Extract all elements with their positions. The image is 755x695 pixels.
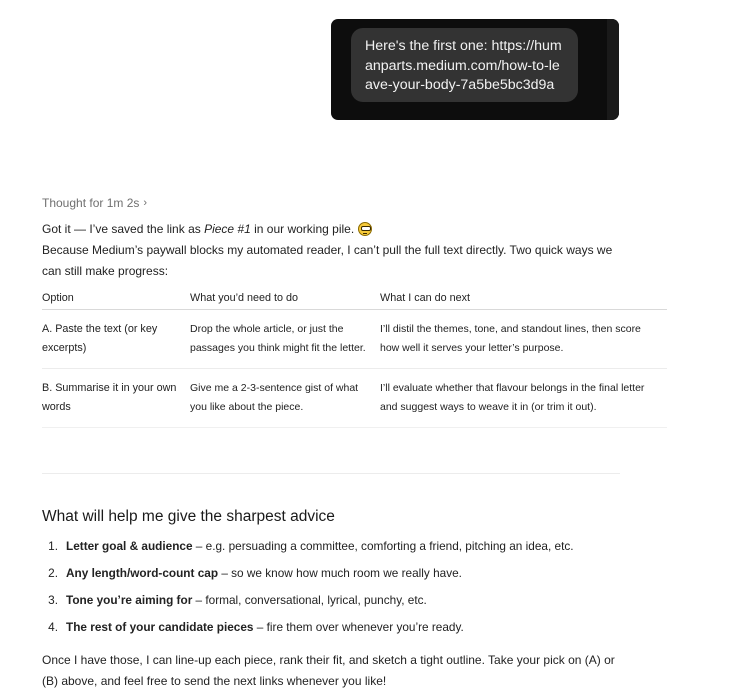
- table-row: [42, 369, 667, 428]
- table-header-option: Option: [42, 290, 190, 310]
- intro-text-end: in our working pile.: [250, 222, 355, 236]
- intro-paragraph: [42, 219, 372, 240]
- table-cell: A. Paste the text (or key excerpts): [42, 310, 190, 369]
- nerd-face-emoji-icon: [358, 222, 372, 236]
- list-number: 3.: [48, 593, 58, 607]
- table-cell: I’ll evaluate whether that flavour belongs in the final letter and suggest ways to weave it in (or trim it out).: [380, 369, 667, 428]
- intro-text-start: Got it — I’ve saved the link as: [42, 222, 205, 236]
- table-cell: Give me a 2-3-sentence gist of what you like about the piece.: [190, 369, 380, 428]
- table-cell: I’ll distil the themes, tone, and standout lines, then score how well it serves your letter’s purpose.: [380, 310, 667, 369]
- tip-text: – fire them over whenever you’re ready.: [253, 620, 464, 634]
- list-item: [42, 617, 574, 644]
- list-item: [42, 590, 574, 617]
- section-title: What will help me give the sharpest advice: [42, 508, 335, 525]
- tip-bold: Tone you’re aiming for: [66, 593, 193, 607]
- list-number: 2.: [48, 566, 58, 580]
- table-cell: Drop the whole article, or just the passages you think might fit the letter.: [190, 310, 380, 369]
- user-message-text: Here's the first one: https://humanparts.medium.com/how-to-leave-your-body-7a5be5bc3d9a: [365, 38, 562, 93]
- table-header-row: [42, 290, 667, 310]
- table-cell: B. Summarise it in your own words: [42, 369, 190, 428]
- table-header-next: What I can do next: [380, 290, 667, 310]
- tip-text: – formal, conversational, lyrical, punchy, etc.: [192, 593, 427, 607]
- tip-bold: Any length/word-count cap: [66, 566, 219, 580]
- thought-label: Thought for 1m 2s: [42, 196, 140, 210]
- options-table: [42, 290, 667, 428]
- table-row: [42, 310, 667, 369]
- tips-list: [42, 536, 574, 644]
- paywall-paragraph: Because Medium’s paywall blocks my automated reader, I can’t pull the full text directly. Two quick ways we can still make progress:: [42, 243, 613, 278]
- tip-text: – so we know how much room we really have.: [218, 566, 462, 580]
- thought-toggle[interactable]: [42, 196, 147, 210]
- chevron-right-icon: ›: [143, 197, 148, 209]
- tip-bold: The rest of your candidate pieces: [66, 620, 254, 634]
- tip-bold: Letter goal & audience: [66, 539, 193, 553]
- list-number: 4.: [48, 620, 58, 634]
- tip-text: – e.g. persuading a committee, comforting a friend, pitching an idea, etc.: [192, 539, 574, 553]
- list-item: [42, 536, 574, 563]
- closing-paragraph: Once I have those, I can line-up each piece, rank their fit, and sketch a tight outline. Take your pick on (A) or (B) above, and feel free to send the next links whenever you like!: [42, 653, 615, 688]
- user-message-bubble: [351, 28, 578, 102]
- list-number: 1.: [48, 539, 58, 553]
- section-divider: [42, 473, 620, 474]
- intro-italic: Piece #1: [204, 222, 251, 236]
- user-message-scrollbar[interactable]: [607, 19, 619, 120]
- list-item: [42, 563, 574, 590]
- user-message-container: [331, 19, 619, 120]
- table-header-need: What you’d need to do: [190, 290, 380, 310]
